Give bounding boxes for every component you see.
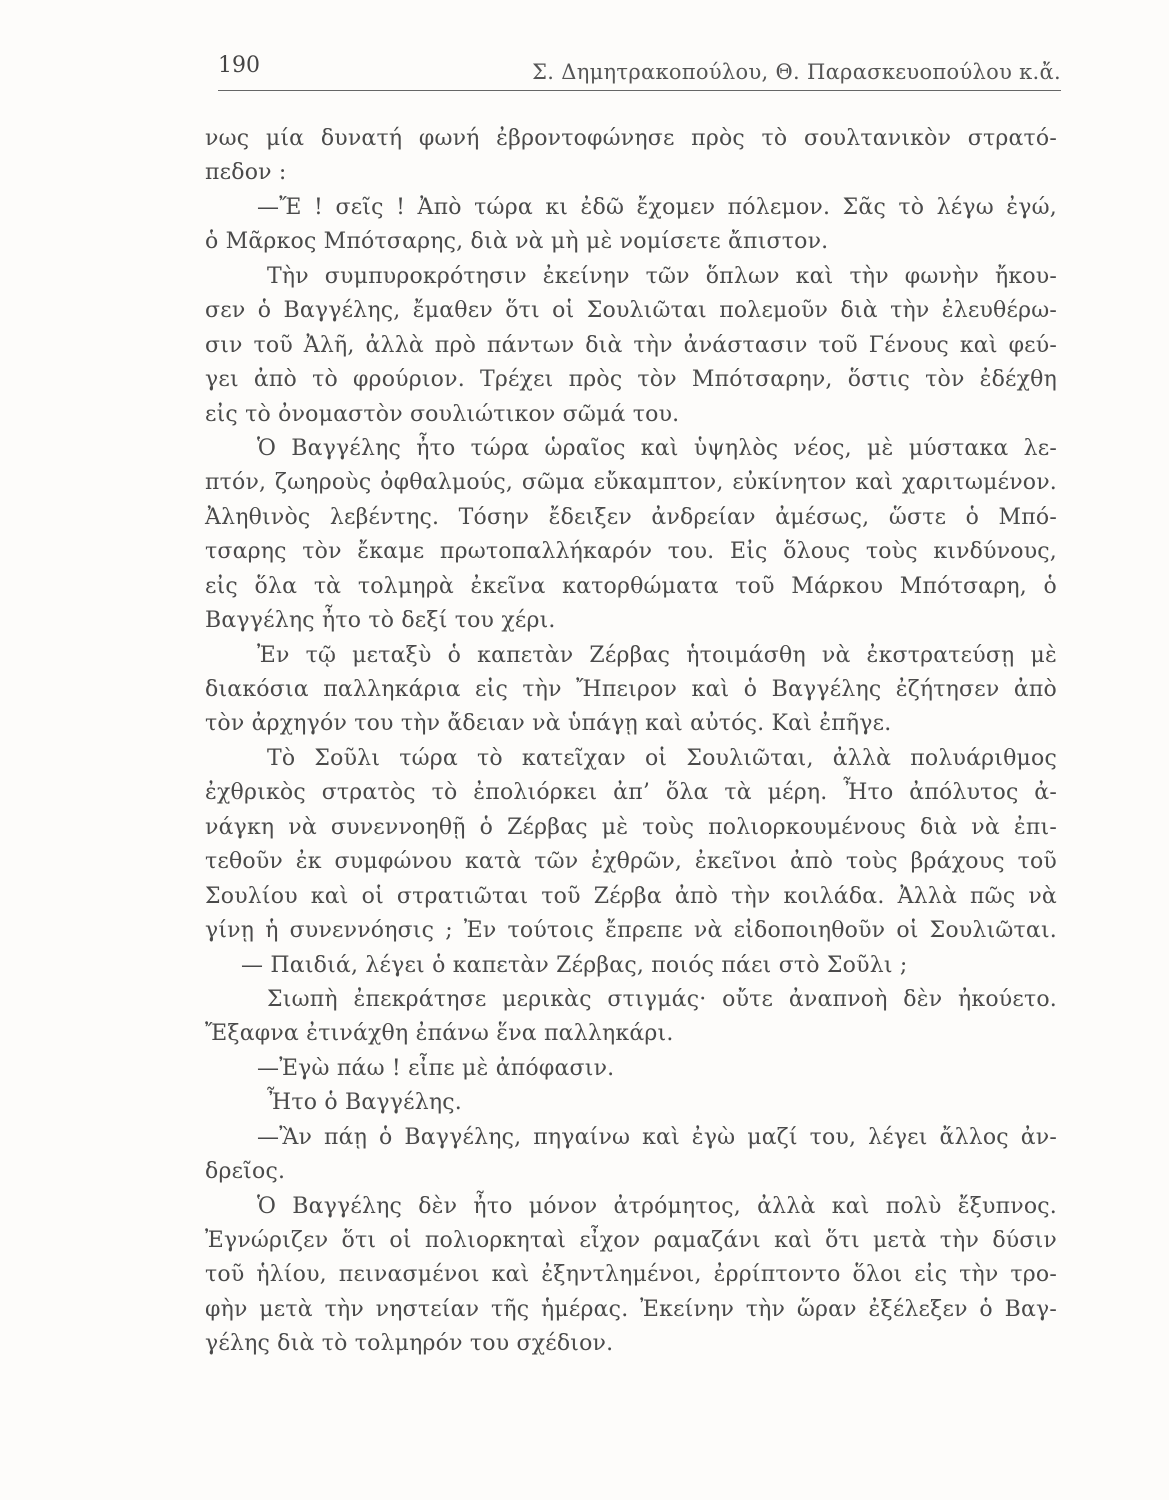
text-line: σιν τοῦ Ἀλῆ, ἀλλὰ πρὸ πάντων διὰ τὴν ἀνάστασιν τοῦ Γένους καὶ φεύ- bbox=[205, 332, 1057, 358]
text-line: τὸν ἀρχηγόν του τὴν ἄδειαν νὰ ὑπάγῃ καὶ αὐτός. Καὶ ἐπῆγε. bbox=[205, 711, 892, 737]
text-line: Σουλίου καὶ οἱ στρατιῶται τοῦ Ζέρβα ἀπὸ τὴν κοιλάδα. Ἀλλὰ πῶς νὰ bbox=[205, 883, 1057, 909]
text-line: πεδον : bbox=[205, 160, 287, 186]
text-line: Ἀληθινὸς λεβέντης. Τόσην ἔδειξεν ἀνδρείαν ἀμέσως, ὥστε ὁ Μπό- bbox=[205, 504, 1057, 530]
text-line: γει ἀπὸ τὸ φρούριον. Τρέχει πρὸς τὸν Μπότσαρην, ὅστις τὸν ἐδέχθη bbox=[205, 367, 1057, 393]
text-line: —Ἔ ! σεῖς ! Ἀπὸ τώρα κι ἐδῶ ἔχομεν πόλεμον. Σᾶς τὸ λέγω ἐγώ, bbox=[257, 194, 1057, 220]
text-line: τοῦ ἡλίου, πεινασμένοι καὶ ἐξηντλημένοι, ἐρρίπτοντο ὅλοι εἰς τὴν τρο- bbox=[205, 1262, 1057, 1288]
text-line: —Ἐγὼ πάω ! εἶπε μὲ ἀπόφασιν. bbox=[257, 1055, 615, 1081]
text-line: Σιωπὴ ἐπεκράτησε μερικὰς στιγμάς· οὔτε ἀναπνοὴ δὲν ἠκούετο. bbox=[267, 986, 1057, 1012]
text-line: ὁ Μᾶρκος Μπότσαρης, διὰ νὰ μὴ μὲ νομίσετε ἄπιστον. bbox=[205, 229, 829, 255]
text-line: Ἔξαφνα ἐτινάχθη ἐπάνω ἕνα παλληκάρι. bbox=[205, 1021, 674, 1047]
body-text bbox=[205, 122, 1057, 1362]
text-line: Τὴν συμπυροκρότησιν ἐκείνην τῶν ὅπλων καὶ τὴν φωνὴν ἤκου- bbox=[267, 263, 1057, 289]
text-line: δρεῖος. bbox=[205, 1159, 286, 1185]
header-rule bbox=[218, 90, 1061, 91]
page-number: 190 bbox=[218, 53, 260, 78]
text-line: διακόσια παλληκάρια εἰς τὴν Ἤπειρον καὶ ὁ Βαγγέλης ἐζήτησεν ἀπὸ bbox=[205, 677, 1057, 702]
text-line: ἐχθρικὸς στρατὸς τὸ ἐπολιόρκει ἀπ’ ὅλα τὰ μέρη. Ἦτο ἀπόλυτος ἀ- bbox=[205, 780, 1057, 806]
text-line: Ὁ Βαγγέλης δὲν ἦτο μόνον ἀτρόμητος, ἀλλὰ καὶ πολὺ ἔξυπνος. bbox=[257, 1193, 1057, 1219]
text-line: Τὸ Σοῦλι τώρα τὸ κατεῖχαν οἱ Σουλιῶται, ἀλλὰ πολυάριθμος bbox=[267, 745, 1057, 771]
text-line: σεν ὁ Βαγγέλης, ἔμαθεν ὅτι οἱ Σουλιῶται πολεμοῦν διὰ τὴν ἐλευθέρω- bbox=[205, 298, 1057, 324]
text-line: Ὁ Βαγγέλης ἦτο τώρα ὡραῖος καὶ ὑψηλὸς νέος, μὲ μύστακα λε- bbox=[257, 435, 1057, 461]
text-line: Ἐν τῷ μεταξὺ ὁ καπετὰν Ζέρβας ἡτοιμάσθη νὰ ἐκστρατεύσῃ μὲ bbox=[257, 642, 1057, 668]
text-line: νως μία δυνατή φωνή ἐβροντοφώνησε πρὸς τὸ σουλτανικὸν στρατό- bbox=[205, 126, 1057, 151]
running-head bbox=[218, 52, 1061, 88]
text-line: εἰς τὸ ὀνομαστὸν σουλιώτικον σῶμά του. bbox=[205, 401, 680, 427]
text-line: — Παιδιά, λέγει ὁ καπετὰν Ζέρβας, ποιός πάει στὸ Σοῦλι ; bbox=[241, 952, 908, 978]
text-line: γίνῃ ἡ συνεννόησις ; Ἐν τούτοις ἔπρεπε νὰ εἰδοποιηθοῦν οἱ Σουλιῶται. bbox=[205, 918, 1057, 944]
text-line: Βαγγέλης ἦτο τὸ δεξί του χέρι. bbox=[205, 608, 556, 634]
running-title: Σ. Δημητρακοπούλου, Θ. Παρασκευοπούλου κ.ἄ. bbox=[532, 60, 1061, 84]
text-line: —Ἂν πάῃ ὁ Βαγγέλης, πηγαίνω καὶ ἐγὼ μαζί του, λέγει ἄλλος ἀν- bbox=[257, 1124, 1057, 1150]
text-line: Ἦτο ὁ Βαγγέλης. bbox=[267, 1090, 462, 1116]
text-line: πτόν, ζωηροὺς ὀφθαλμούς, σῶμα εὔκαμπτον, εὐκίνητον καὶ χαριτωμένον. bbox=[205, 470, 1057, 496]
text-line: γέλης διὰ τὸ τολμηρόν του σχέδιον. bbox=[205, 1331, 614, 1357]
text-line: εἰς ὅλα τὰ τολμηρὰ ἐκεῖνα κατορθώματα τοῦ Μάρκου Μπότσαρη, ὁ bbox=[205, 573, 1057, 599]
text-line: Ἐγνώριζεν ὅτι οἱ πολιορκηταὶ εἶχον ραμαζάνι καὶ ὅτι μετὰ τὴν δύσιν bbox=[205, 1228, 1057, 1253]
text-line: τσαρης τὸν ἔκαμε πρωτοπαλλήκαρόν του. Εἰς ὅλους τοὺς κινδύνους, bbox=[205, 539, 1057, 565]
text-line: φὴν μετὰ τὴν νηστείαν τῆς ἡμέρας. Ἐκείνην τὴν ὥραν ἐξέλεξεν ὁ Βαγ- bbox=[205, 1296, 1057, 1322]
text-line: νάγκη νὰ συνεννοηθῇ ὁ Ζέρβας μὲ τοὺς πολιορκουμένους διὰ νὰ ἐπι- bbox=[205, 814, 1057, 840]
text-line: τεθοῦν ἐκ συμφώνου κατὰ τῶν ἐχθρῶν, ἐκεῖνοι ἀπὸ τοὺς βράχους τοῦ bbox=[205, 849, 1057, 875]
